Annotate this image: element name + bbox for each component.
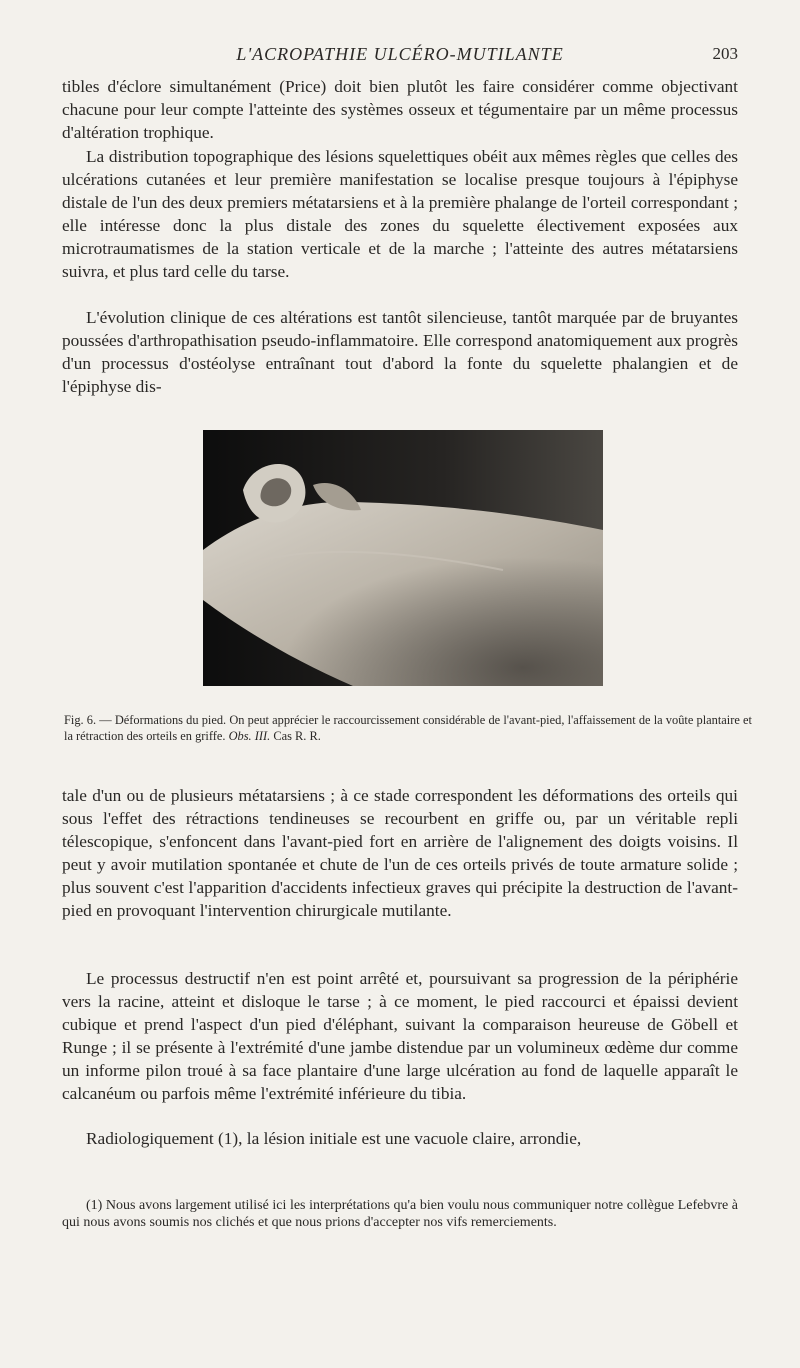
page-number: 203 <box>712 44 738 63</box>
page-header <box>62 44 738 66</box>
paragraph-4: tale d'un ou de plusieurs métatarsiens ; à ce stade correspondent les déformations des orteils qui sous l'effet des rétractions tendineuses se recourbent en griffe ou, par un véritable repli télescopique, s'enfoncent dans l'avant-pied fort en arrière de l'alignement des doigts voisins. Il peut y avoir mutilation spontanée et chute de l'un de ces orteils privés de toute armature solide ; plus souvent c'est l'apparition d'accidents infectieux graves qui précipite la destruction de l'avant-pied en provoquant l'intervention chirurgicale mutilante. <box>62 786 738 920</box>
paragraph-1: tibles d'éclore simultanément (Price) doit bien plutôt les faire considérer comme objectivant chacune pour leur compte l'atteinte des systèmes osseux et tégumentaire par un même processus d'altération trophique. <box>62 77 738 142</box>
figure-caption <box>64 712 752 744</box>
footnote: (1) Nous avons largement utilisé ici les interprétations qu'a bien voulu nous communiquer notre collègue Lefebvre à qui nous avons soumis nos clichés et que nous prions d'accepter nos vifs remerciements. <box>62 1198 738 1230</box>
running-title: L'ACROPATHIE ULCÉRO-MUTILANTE <box>236 44 564 64</box>
paragraph-6: Radiologiquement (1), la lésion initiale est une vacuole claire, arrondie, <box>86 1129 582 1148</box>
figure-label: Fig. 6. <box>64 713 97 727</box>
foot-photograph <box>203 430 603 686</box>
caption-case: Cas R. R. <box>273 729 321 743</box>
paragraph-3: L'évolution clinique de ces altérations est tantôt silencieuse, tantôt marquée par de bruyantes poussées d'arthropathisation pseudo-inflammatoire. Elle correspond anatomiquement aux progrès d'un processus d'ostéolyse entraînant tout d'abord la fonte du squelette phalangien et de l'épiphyse dis- <box>62 308 738 396</box>
foot-photo-illustration <box>203 430 603 686</box>
caption-text: — Déformations du pied. On peut apprécier le raccourcissement considérable de l'avant-pied, l'affaissement de la voûte plantaire et la rétraction des orteils en griffe. <box>64 713 752 743</box>
caption-observation: Obs. III. <box>228 729 271 743</box>
paragraph-2: La distribution topographique des lésions squelettiques obéit aux mêmes règles que celles des ulcérations cutanées et leur première manifestation se localise presque toujours à l'épiphyse distale de l'un des deux premiers métatarsiens et à la première phalange de l'orteil correspondant ; elle intéresse donc la plus distale des zones du squelette électivement exposées aux microtraumatismes de la station verticale et de la marche ; l'atteinte des autres métatarsiens suivra, et plus tard celle du tarse. <box>62 147 738 281</box>
paragraph-5: Le processus destructif n'en est point arrêté et, poursuivant sa progression de la périphérie vers la racine, atteint et disloque le tarse ; à ce moment, le pied raccourci et épaissi devient cubique et prend l'aspect d'un pied d'éléphant, suivant la comparaison heureuse de Göbell et Runge ; il se présente à l'extrémité d'une jambe distendue par un volumineux œdème dur comme un informe pilon troué à sa face plantaire d'une large ulcération au fond de laquelle apparaît le calcanéum ou parfois même l'extrémité inférieure du tibia. <box>62 969 738 1103</box>
